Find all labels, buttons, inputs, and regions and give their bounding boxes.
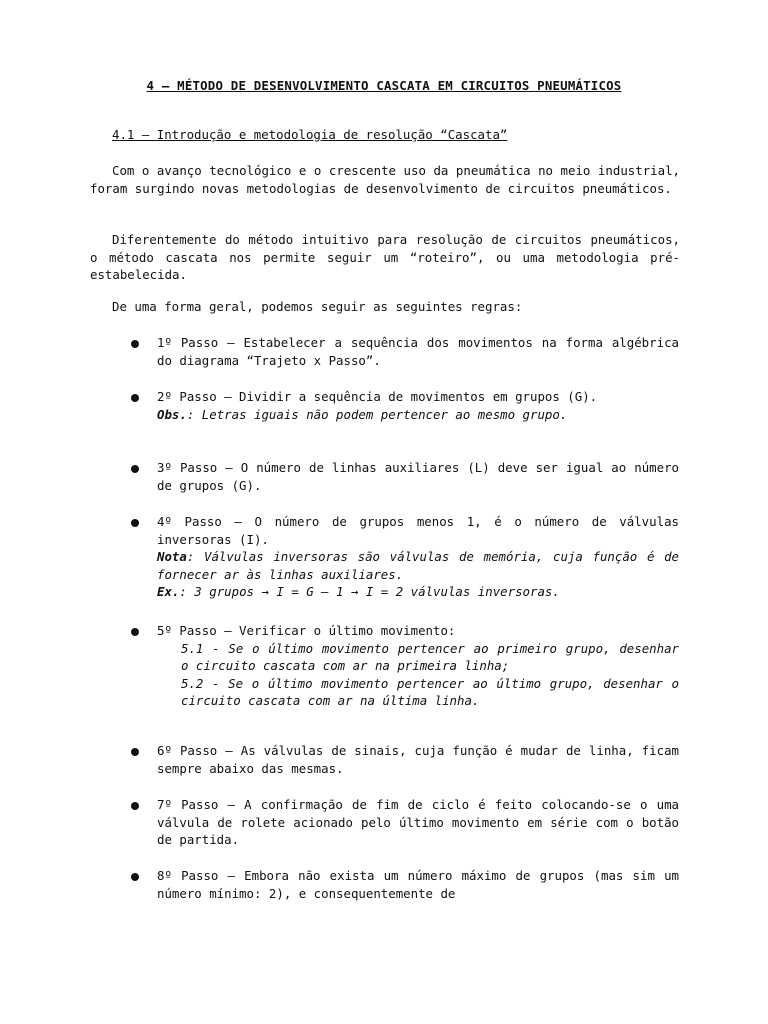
- chapter-title: 4 – MÉTODO DE DESENVOLVIMENTO CASCATA EM CIRCUITOS PNEUMÁTICOS: [146, 78, 622, 93]
- step-1: [157, 334, 679, 369]
- bullet-icon: [131, 628, 139, 636]
- step-3: [157, 459, 679, 494]
- step-4: [157, 513, 679, 601]
- step-5-text: 5º Passo – Verificar o último movimento:: [157, 623, 456, 638]
- step-4-example-text: : 3 grupos → I = G – 1 → I = 2 válvulas inversoras.: [179, 584, 560, 600]
- step-2: [157, 388, 679, 423]
- bullet-icon: [131, 340, 139, 348]
- step-4-text: 4º Passo – O número de grupos menos 1, é o número de válvulas inversoras (I).: [157, 514, 679, 547]
- step-2-note-label: Obs.: [157, 406, 187, 422]
- step-7: [157, 796, 679, 849]
- bullet-icon: [131, 748, 139, 756]
- bullet-icon: [131, 465, 139, 473]
- step-1-text: 1º Passo – Estabelecer a sequência dos movimentos na forma algébrica do diagrama “Trajeto x Passo”.: [157, 335, 679, 368]
- step-4-note-text: : Válvulas inversoras são válvulas de memória, cuja função é de fornecer ar às linhas auxiliares.: [157, 549, 679, 582]
- step-6-text: 6º Passo – As válvulas de sinais, cuja função é mudar de linha, ficam sempre abaixo das mesmas.: [157, 743, 679, 776]
- paragraph-method-text: Diferentemente do método intuitivo para resolução de circuitos pneumáticos, o método cascata nos permite seguir um “roteiro”, ou uma metodologia pré-estabelecida.: [90, 232, 680, 283]
- step-5: [157, 622, 679, 710]
- paragraph-intro: [90, 162, 680, 197]
- step-6: [157, 742, 679, 777]
- step-5-sub-2: 5.2 - Se o último movimento pertencer ao último grupo, desenhar o circuito cascata com ar na última linha.: [181, 675, 679, 709]
- step-4-example: [157, 583, 679, 601]
- bullet-icon: [131, 802, 139, 810]
- step-8-text: 8º Passo – Embora não exista um número máximo de grupos (mas sim um número mínimo: 2), e consequentemente de: [157, 868, 679, 901]
- step-2-note: [157, 406, 679, 424]
- paragraph-rules: [90, 298, 680, 316]
- step-8: [157, 867, 679, 902]
- step-2-note-text: : Letras iguais não podem pertencer ao mesmo grupo.: [186, 406, 568, 422]
- paragraph-intro-text: Com o avanço tecnológico e o crescente uso da pneumática no meio industrial, foram surgindo novas metodologias de desenvolvimento de circuitos pneumáticos.: [90, 163, 680, 196]
- step-4-note-label: Nota: [157, 549, 187, 565]
- paragraph-method: [90, 231, 680, 284]
- section-subtitle: 4.1 – Introdução e metodologia de resolução “Cascata”: [112, 127, 508, 142]
- step-7-text: 7º Passo – A confirmação de fim de ciclo é feito colocando-se o uma válvula de rolete acionado pelo último movimento em série com o botão de partida.: [157, 797, 679, 848]
- step-5-sub-1: 5.1 - Se o último movimento pertencer ao primeiro grupo, desenhar o circuito cascata com ar na primeira linha;: [181, 640, 679, 674]
- paragraph-rules-text: De uma forma geral, podemos seguir as seguintes regras:: [112, 299, 523, 314]
- bullet-icon: [131, 873, 139, 881]
- step-2-text: 2º Passo – Dividir a sequência de movimentos em grupos (G).: [157, 389, 598, 404]
- bullet-icon: [131, 394, 139, 402]
- step-4-example-label: Ex.: [157, 584, 180, 600]
- step-4-note: [157, 548, 679, 583]
- bullet-icon: [131, 519, 139, 527]
- step-3-text: 3º Passo – O número de linhas auxiliares (L) deve ser igual ao número de grupos (G).: [157, 460, 679, 493]
